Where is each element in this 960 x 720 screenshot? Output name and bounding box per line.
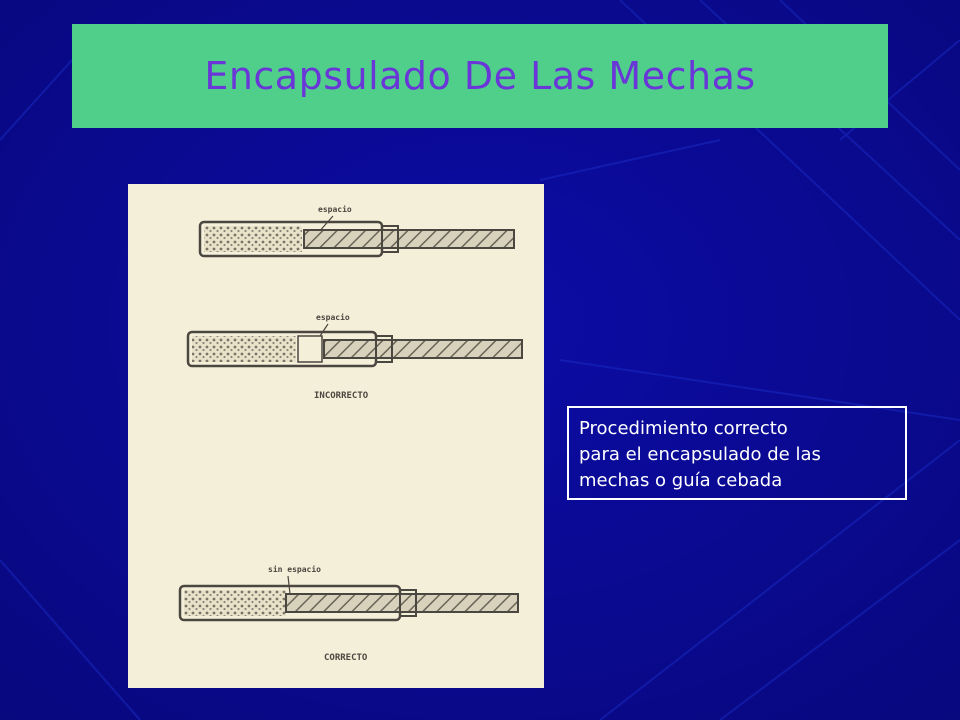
diagram-incorrect-2: [188, 312, 522, 401]
no-space-label: sin espacio: [268, 565, 321, 574]
fuse-encapsulation-figure: [128, 184, 544, 688]
slide-title: Encapsulado De Las Mechas: [204, 54, 756, 98]
diagram-correct: [180, 564, 518, 663]
space-label-1: espacio: [318, 205, 352, 214]
correct-label: CORRECTO: [324, 653, 368, 663]
fuse-diagrams: [128, 184, 544, 688]
title-bar: [72, 24, 888, 128]
diagram-incorrect-1: [200, 204, 514, 256]
caption-box: Procedimiento correcto para el encapsulado de las mechas o guía cebada: [567, 406, 907, 500]
space-label-2: espacio: [316, 313, 350, 322]
incorrect-label: INCORRECTO: [314, 391, 369, 401]
